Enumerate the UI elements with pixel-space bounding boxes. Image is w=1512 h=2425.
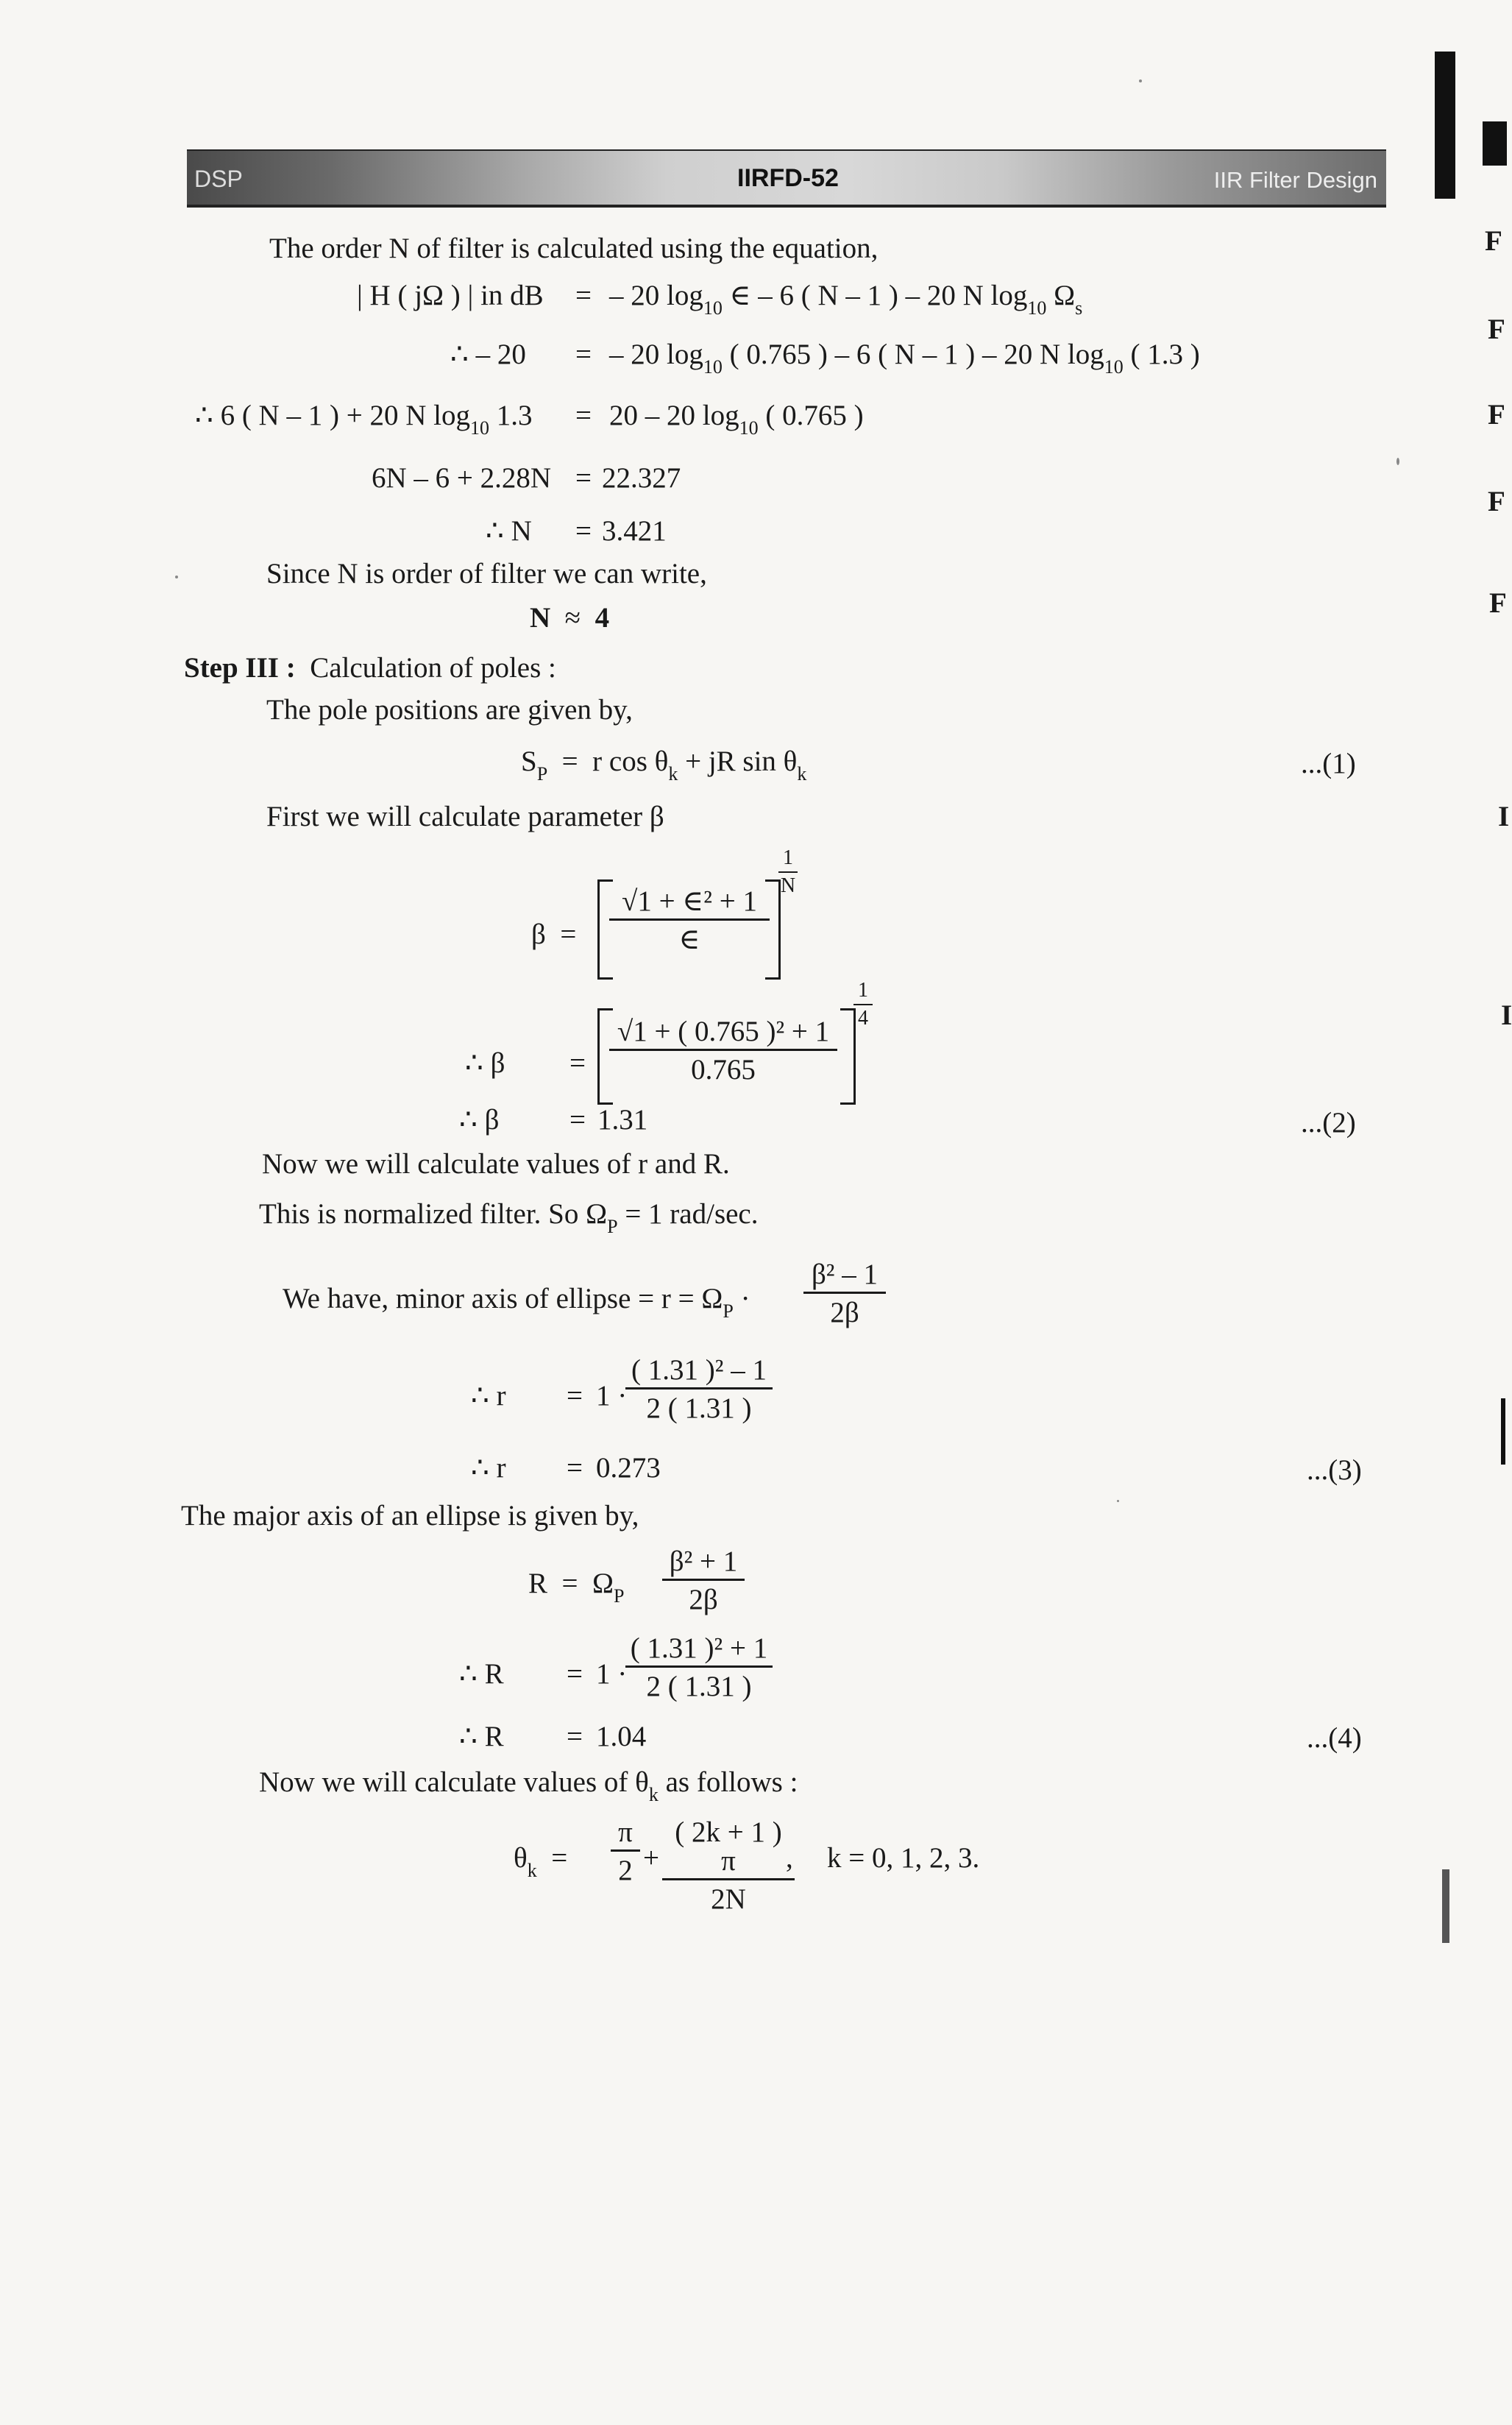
header-right: IIR Filter Design <box>1213 167 1377 193</box>
eq3-equals: = <box>575 400 592 431</box>
eq3-rhs: 20 – 20 $\log_{10}$ ( 0.765 ) <box>609 400 864 439</box>
header-center: IIRFD-52 <box>737 164 839 192</box>
edge-smudge <box>1442 1869 1449 1943</box>
r1-fraction: $\frac{\text{( 1.31 )² – 1}}{2 ( 1.31 )}$ <box>625 1356 773 1423</box>
eqn-number-2: ...(2) <box>1301 1107 1356 1139</box>
scan-speck <box>1139 79 1142 82</box>
eq2-equals: = <box>575 339 592 370</box>
edge-line <box>1501 1398 1505 1465</box>
eq2-lhs: ∴ – 20 <box>450 339 526 370</box>
beta2-lhs: ∴ β <box>465 1047 505 1079</box>
major-intro: The major axis of an ellipse is given by, <box>181 1500 639 1532</box>
r1-equals: = <box>567 1380 583 1412</box>
rR-intro: Now we will calculate values of r and R. <box>262 1148 730 1180</box>
R1-fraction: $\frac{\text{β² + 1}}{2\beta}$ <box>662 1547 745 1614</box>
margin-letter: F <box>1488 399 1505 431</box>
final-order: N ≈ 4 <box>530 602 610 634</box>
order-intro: The order N of filter is calculated using the equation, <box>269 233 879 264</box>
R1-equation: $R = \Omega_P$ <box>528 1568 625 1607</box>
beta3-rhs: 1.31 <box>597 1104 648 1136</box>
R2-equals: = <box>567 1658 583 1690</box>
beta2-fraction: $\frac{\text{√1 + ( 0.765 )² + 1}}{0.765}$ <box>609 1017 837 1084</box>
margin-letter: F <box>1488 314 1505 345</box>
beta-exponent: $\frac{1}{N}$ <box>778 846 798 898</box>
sp-equation: $S_P = r$ $\cos \theta_k$ + jR $\sin \theta_k$ <box>521 746 807 785</box>
r2-rhs: 0.273 <box>596 1452 661 1484</box>
beta3-lhs: ∴ β <box>459 1104 500 1136</box>
scan-speck <box>1396 458 1399 465</box>
eq4-equals: = <box>575 462 592 494</box>
step3-heading: Step III : Calculation of poles : <box>184 652 556 684</box>
eq4-lhs: 6N – 6 + 2.28N <box>372 462 552 494</box>
r1-mult: 1 · <box>596 1380 628 1412</box>
eq4-rhs: 22.327 <box>602 462 681 494</box>
pole-intro: The pole positions are given by, <box>266 694 633 726</box>
beta-intro: First we will calculate parameter β <box>266 801 664 832</box>
eqn-number-4: ...(4) <box>1307 1722 1362 1754</box>
minor-axis-text: We have, minor axis of ellipse = $r = \Omega_P$ · <box>283 1283 750 1322</box>
theta-comma: , <box>786 1842 793 1874</box>
theta-fraction-2: $\frac{( 2k + 1 ) \pi}{2N}$ <box>662 1818 795 1914</box>
eq3-lhs: ∴ 6 ( N – 1 ) + 20 N $\log_{10} 1.3$ <box>195 400 533 439</box>
R2-fraction: $\frac{\text{( 1.31 )² + 1}}{2 ( 1.31 )}$ <box>625 1634 773 1701</box>
eq2-rhs: – 20 $\log_{10}$ ( 0.765 ) – 6 ( N – 1 ) – 20 N $\log_{10}$ ( 1.3 ) <box>609 339 1200 378</box>
theta-plus: + <box>643 1842 659 1874</box>
eq1-equals: = <box>575 280 592 311</box>
margin-letter: I <box>1498 801 1510 832</box>
minor-axis-fraction: $\frac{\text{β² – 1}}{2\beta}$ <box>803 1260 886 1327</box>
eq1-rhs: – 20 $\log_{10}$ ∈ – 6 ( N – 1 ) – 20 N $\log_{10} \Omega_s$ <box>609 280 1083 319</box>
beta-lhs: β = <box>531 918 577 950</box>
eq5-equals: = <box>575 515 592 547</box>
margin-letter: I <box>1501 999 1512 1031</box>
r1-lhs: ∴ r <box>471 1380 506 1412</box>
beta-fraction: √1 + ∈² + 1 ∈ <box>609 887 770 954</box>
normalized-text: This is normalized filter. So $\Omega_P = 1$ rad/sec. <box>259 1198 759 1237</box>
beta2-equals: = <box>569 1047 586 1079</box>
theta-intro: Now we will calculate values of $\theta_k$ as follows : <box>259 1766 798 1805</box>
theta-k-values: k = 0, 1, 2, 3. <box>827 1842 980 1874</box>
eqn-number-3: ...(3) <box>1307 1454 1362 1486</box>
since-text: Since N is order of filter we can write, <box>266 558 707 590</box>
theta-lhs: $\theta_k$ = <box>514 1842 568 1881</box>
theta-fraction-1: $\frac{\pi}{2}$ <box>611 1818 640 1885</box>
scan-speck <box>175 576 178 578</box>
binding-shadow-tip <box>1483 121 1507 166</box>
r2-lhs: ∴ r <box>471 1452 506 1484</box>
margin-letter: F <box>1488 486 1505 517</box>
R2-mult: 1 · <box>596 1658 628 1690</box>
R3-rhs: 1.04 <box>596 1721 647 1752</box>
r2-equals: = <box>567 1452 583 1484</box>
R2-lhs: ∴ R <box>459 1658 504 1690</box>
beta3-equals: = <box>569 1104 586 1136</box>
eq5-rhs: 3.421 <box>602 515 667 547</box>
binding-shadow <box>1435 52 1455 199</box>
beta2-exponent: $\frac{1}{4}$ <box>853 979 873 1030</box>
eq5-lhs: ∴ N <box>486 515 532 547</box>
margin-letter: F <box>1485 225 1502 257</box>
eqn-number-1: ...(1) <box>1301 748 1356 779</box>
scan-speck <box>1117 1500 1119 1502</box>
R3-equals: = <box>567 1721 583 1752</box>
running-header <box>187 149 1386 208</box>
margin-letter: F <box>1489 587 1507 619</box>
eq1-lhs: | H ( jΩ ) | in dB <box>357 280 544 311</box>
header-left: DSP <box>194 166 243 192</box>
R3-lhs: ∴ R <box>459 1721 504 1752</box>
